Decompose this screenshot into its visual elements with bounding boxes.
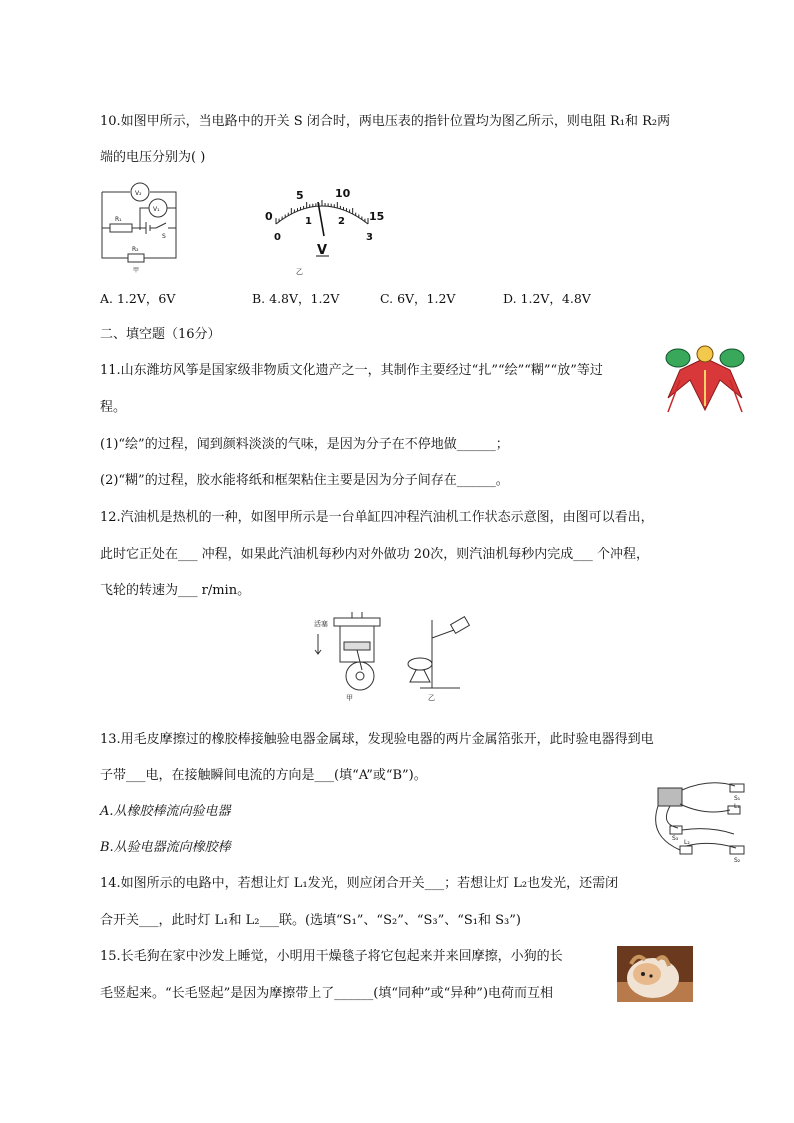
meter-top-10: 10	[335, 187, 351, 200]
meter-bottom-3: 3	[366, 232, 373, 243]
q10-caption-yi: 乙	[296, 268, 303, 276]
meter-top-0: 0	[265, 210, 273, 223]
q10-line1: 10.如图甲所示，当电路中的开关 S 闭合时，两电压表的指针位置均为图乙所示，则电阻 R₁和 R₂两	[100, 114, 671, 129]
q14-line2: 合开关___，此时灯 L₁和 L₂___联。(选填“S₁”、“S₂”、“S₃”、“S₁和 S₃”)	[100, 913, 521, 928]
meter-top-15: 15	[369, 210, 385, 223]
q12-label-piston: 活塞	[314, 620, 328, 628]
q14-line1: 14.如图所示的电路中，若想让灯 L₁发光，则应闭合开关___；若想让灯 L₂也发光，还需闭	[100, 876, 619, 891]
q14-label-s3: S₃	[672, 835, 679, 842]
q11-sub2: (2)“糊”的过程，胶水能将纸和框架粘住主要是因为分子间存在______。	[100, 473, 509, 488]
q10-option-d: D. 1.2V，4.8V	[503, 291, 591, 306]
meter-bottom-2: 2	[338, 216, 345, 227]
q14-label-s1: S₁	[734, 795, 741, 802]
q15-line1: 15.长毛狗在家中沙发上睡觉，小明用干燥毯子将它包起来并来回摩擦，小狗的长	[100, 949, 563, 964]
q13-option-b: B.从验电器流向橡胶棒	[100, 840, 231, 855]
meter-bottom-1: 1	[305, 216, 312, 227]
q10-caption-jia: 甲	[133, 267, 140, 274]
q13-option-a: A.从橡胶棒流向验电器	[100, 804, 231, 819]
q10-line2: 端的电压分别为( )	[100, 150, 206, 165]
q12-line2: 此时它正处在___ 冲程，如果此汽油机每秒内对外做功 20次，则汽油机每秒内完成___ 个冲程，	[100, 547, 649, 562]
section-title: 二、填空题（16分）	[100, 327, 221, 342]
q15-line2: 毛竖起来。“长毛竖起”是因为摩擦带上了______(填“同种”或“异种”)电荷而互相	[100, 986, 554, 1001]
q12-caption-yi: 乙	[428, 694, 435, 702]
meter-top-5: 5	[296, 189, 304, 202]
q10-option-a: A. 1.2V，6V	[100, 291, 176, 306]
meter-unit: V	[317, 243, 328, 258]
q10-option-b: B. 4.8V，1.2V	[252, 291, 340, 306]
q10-voltmeter-dial	[256, 182, 386, 277]
dog-photo	[617, 946, 693, 1002]
q14-label-l2: L₂	[684, 839, 690, 846]
q12-line1: 12.汽油机是热机的一种，如图甲所示是一台单缸四冲程汽油机工作状态示意图，由图可以看出，	[100, 510, 654, 525]
q10-label-r1: R₁	[115, 216, 122, 223]
q10-label-s: S	[162, 233, 166, 240]
q14-circuit-figure	[650, 776, 750, 871]
q13-line2: 子带___电，在接触瞬间电流的方向是___(填“A”或“B”)。	[100, 768, 427, 783]
q10-circuit-diagram	[96, 180, 186, 275]
q13-line1: 13.用毛皮摩擦过的橡胶棒接触验电器金属球，发现验电器的两片金属箔张开，此时验电器得到电	[100, 732, 654, 747]
q10-label-r2: R₂	[132, 246, 139, 253]
q11-line2: 程。	[100, 400, 127, 415]
q14-label-s2: S₂	[734, 857, 741, 864]
q12-engine-figure	[312, 612, 482, 702]
q12-line3: 飞轮的转速为___ r/min。	[100, 583, 251, 598]
q11-sub1: (1)“绘”的过程，闻到颜料淡淡的气味，是因为分子在不停地做______；	[100, 437, 509, 452]
q10-label-v2: V₂	[135, 190, 142, 197]
q11-line1: 11.山东潍坊风筝是国家级非物质文化遗产之一，其制作主要经过“扎”“绘”“糊”“放”等过	[100, 363, 603, 378]
q12-caption-jia: 甲	[346, 694, 353, 702]
q10-option-c: C. 6V，1.2V	[380, 291, 456, 306]
meter-needle	[318, 202, 324, 236]
q14-label-l1: L₁	[734, 803, 740, 810]
q10-label-v1: V₁	[153, 206, 160, 213]
kite-image	[660, 340, 750, 420]
meter-bottom-0: 0	[274, 232, 281, 243]
